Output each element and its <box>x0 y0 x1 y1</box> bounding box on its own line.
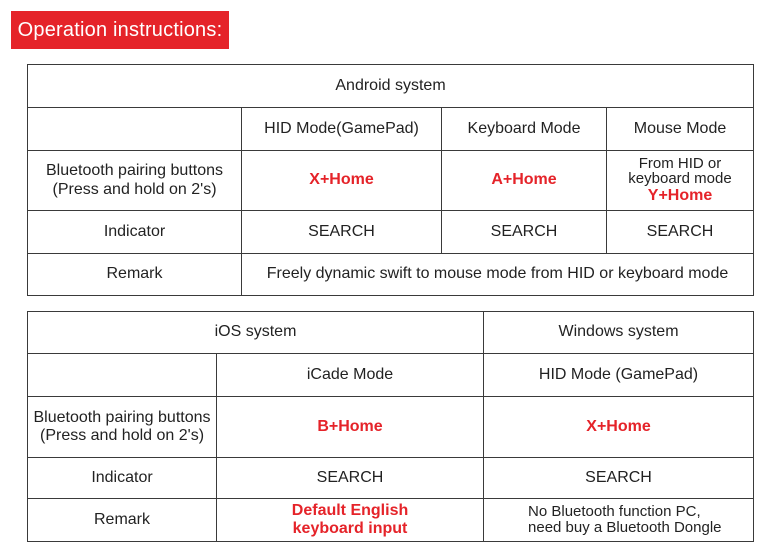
mouse-pairing-combo: Y+Home <box>647 187 713 205</box>
indicator-label: Indicator <box>28 458 217 499</box>
android-system-header: Android system <box>28 65 754 108</box>
android-remark: Freely dynamic swift to mouse mode from HID or keyboard mode <box>242 254 754 296</box>
ios-remark-line-2: keyboard input <box>292 520 408 537</box>
remark-label: Remark <box>28 254 242 296</box>
windows-remark-line-1: No Bluetooth function PC, <box>528 503 701 521</box>
ios-remark <box>217 499 484 542</box>
pairing-label <box>28 397 217 458</box>
windows-remark-line-2: need buy a Bluetooth Dongle <box>528 519 722 536</box>
keyboard-pairing-combo: A+Home <box>442 151 607 211</box>
pairing-label-line-1: Bluetooth pairing buttons <box>45 162 223 180</box>
operation-instructions-banner: Operation instructions: <box>11 11 229 49</box>
ios-indicator: SEARCH <box>217 458 484 499</box>
windows-remark <box>484 499 754 542</box>
ios-mode-header: iCade Mode <box>217 354 484 397</box>
remark-label: Remark <box>28 499 217 542</box>
mode-keyboard-header: Keyboard Mode <box>442 108 607 151</box>
empty-cell <box>28 354 217 397</box>
hid-pairing-combo: X+Home <box>242 151 442 211</box>
android-table <box>27 64 754 296</box>
mouse-indicator: SEARCH <box>607 211 754 254</box>
ios-windows-table <box>27 311 754 542</box>
pairing-label-line-2: (Press and hold on 2's) <box>39 427 205 444</box>
windows-system-header: Windows system <box>484 312 754 354</box>
windows-pairing-combo: X+Home <box>484 397 754 458</box>
keyboard-indicator: SEARCH <box>442 211 607 254</box>
windows-indicator: SEARCH <box>484 458 754 499</box>
pairing-label-line-2: (Press and hold on 2's) <box>52 180 217 198</box>
ios-system-header: iOS system <box>28 312 484 354</box>
windows-mode-header: HID Mode (GamePad) <box>484 354 754 397</box>
ios-pairing-combo: B+Home <box>217 397 484 458</box>
mode-mouse-header: Mouse Mode <box>607 108 754 151</box>
ios-remark-line-1: Default English <box>291 501 409 519</box>
mouse-pairing-note-2: keyboard mode <box>628 170 732 188</box>
empty-cell <box>28 108 242 151</box>
indicator-label: Indicator <box>28 211 242 254</box>
mouse-pairing-note-1: From HID or <box>638 154 722 172</box>
hid-indicator: SEARCH <box>242 211 442 254</box>
pairing-label-line-1: Bluetooth pairing buttons <box>33 408 211 426</box>
mode-hid-header: HID Mode(GamePad) <box>242 108 442 151</box>
mouse-pairing-cell <box>607 151 754 211</box>
pairing-label <box>28 151 242 211</box>
